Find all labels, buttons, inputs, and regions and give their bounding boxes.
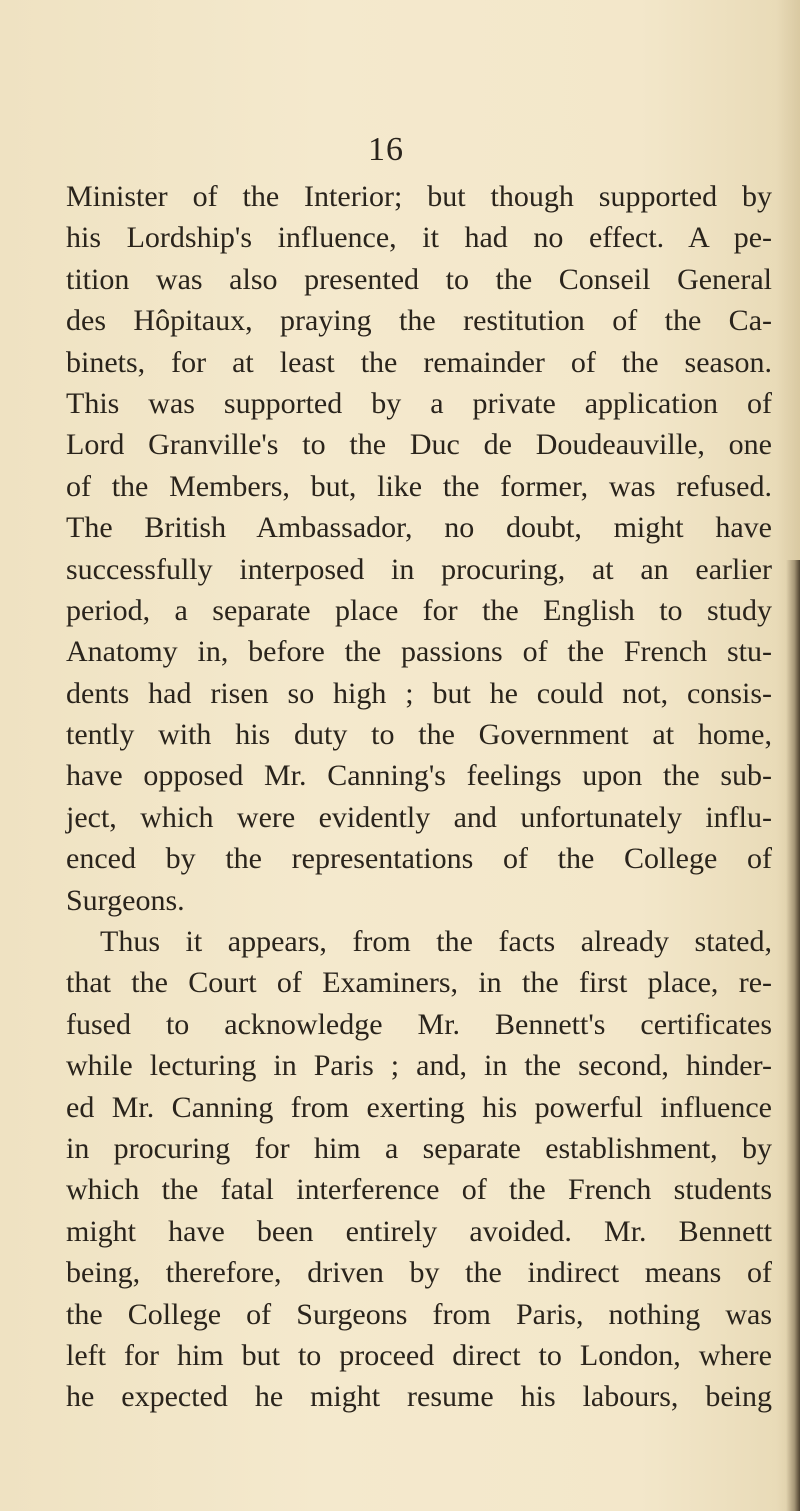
text-line: he expected he might resume his labours, being [66, 1380, 772, 1414]
text-line: being, therefore, driven by the indirect means of [66, 1256, 772, 1290]
text-line: tently with his duty to the Government at home, [66, 718, 772, 752]
text-line: Thus it appears, from the facts already stated, [100, 925, 772, 959]
text-line: of the Members, but, like the former, was refused. [66, 469, 772, 503]
text-line: The British Ambassador, no doubt, might have [66, 511, 772, 545]
text-line: fused to acknowledge Mr. Bennett's certificates [66, 1007, 772, 1041]
text-line: ject, which were evidently and unfortunately influ- [66, 800, 772, 834]
text-line: tition was also presented to the Conseil General [66, 262, 772, 296]
text-line: that the Court of Examiners, in the first place, re- [66, 966, 772, 1000]
text-line: des Hôpitaux, praying the restitution of the Ca- [66, 304, 772, 338]
text-line: Lord Granville's to the Duc de Doudeauville, one [66, 428, 772, 462]
text-line: binets, for at least the remainder of the season. [66, 345, 772, 379]
text-line: in procuring for him a separate establishment, by [66, 1131, 772, 1165]
page-number: 16 [368, 131, 404, 168]
body-text [66, 176, 772, 1418]
text-line: might have been entirely avoided. Mr. Bennett [66, 1214, 772, 1248]
text-line: left for him but to proceed direct to London, where [66, 1338, 772, 1372]
text-line: ed Mr. Canning from exerting his powerful influence [66, 1090, 772, 1124]
text-line: the College of Surgeons from Paris, nothing was [66, 1297, 772, 1331]
text-line: Anatomy in, before the passions of the French stu- [66, 635, 772, 669]
text-line: while lecturing in Paris ; and, in the second, hinder- [66, 1049, 772, 1083]
text-line: successfully interposed in procuring, at an earlier [66, 552, 772, 586]
text-line: enced by the representations of the College of [66, 842, 772, 876]
text-line: Minister of the Interior; but though supported by [66, 180, 772, 213]
page-edge-shadow [786, 560, 800, 1511]
text-line: Surgeons. [66, 883, 185, 917]
text-line: dents had risen so high ; but he could not, consis- [66, 676, 772, 710]
text-line: which the fatal interference of the French students [66, 1173, 772, 1207]
text-line: his Lordship's influence, it had no effect. A pe- [66, 221, 772, 255]
text-line: This was supported by a private application of [66, 386, 772, 420]
text-line: period, a separate place for the English to study [66, 593, 772, 627]
text-line: have opposed Mr. Canning's feelings upon the sub- [66, 759, 772, 793]
